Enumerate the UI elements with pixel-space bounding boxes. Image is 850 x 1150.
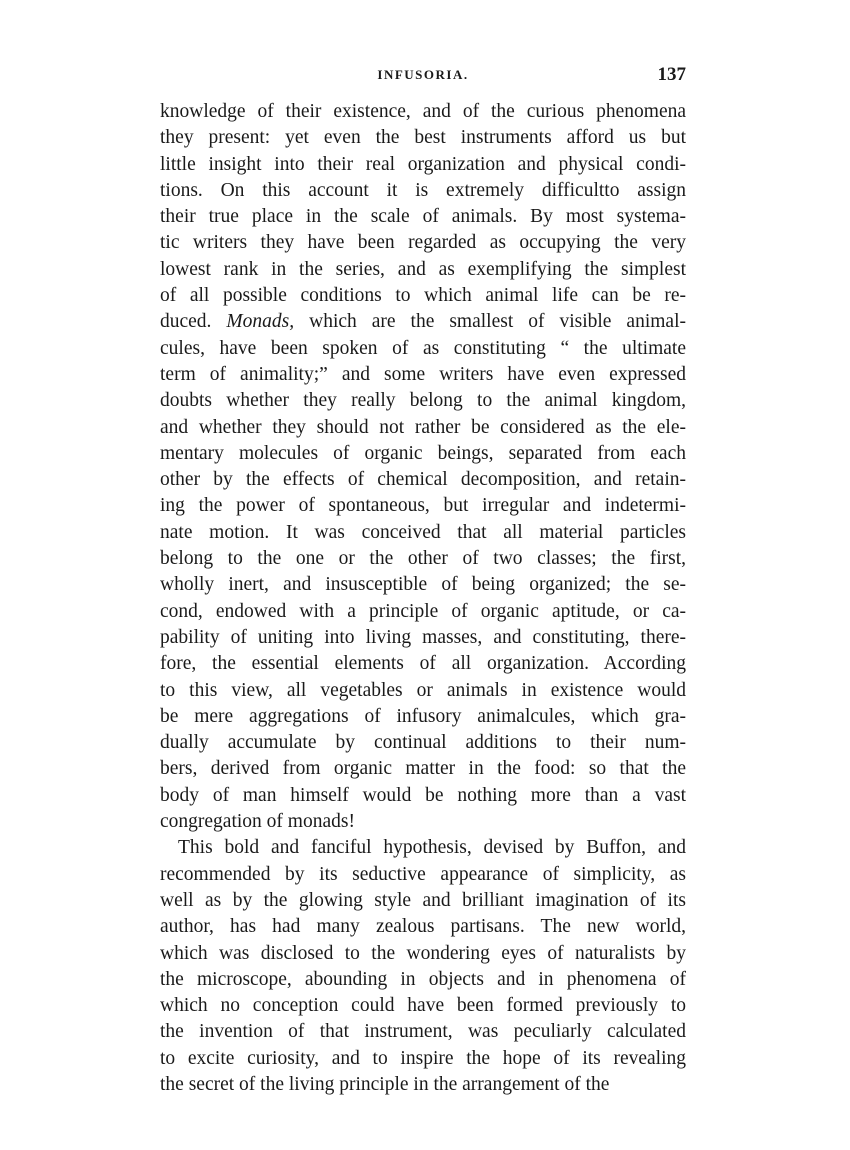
text-line: to this view, all vegetables or animals in existence would (160, 679, 686, 701)
text-line: of all possible conditions to which animal life can be re- (160, 285, 686, 307)
text-line: little insight into their real organization and physical condi- (160, 153, 686, 175)
text-line: This bold and fanciful hypothesis, devised by Buffon, and (178, 837, 686, 859)
text-line: their true place in the scale of animals. By most systema- (160, 206, 686, 228)
text-line: cules, have been spoken of as constituting “ the ultimate (160, 337, 686, 359)
running-head (160, 64, 686, 86)
text-line: congregation of monads! (160, 811, 355, 833)
paragraph (160, 99, 686, 835)
text-line: be mere aggregations of infusory animalcules, which gra- (160, 705, 686, 727)
text-line: ing the power of spontaneous, but irregular and indetermi- (160, 495, 686, 517)
text-line: wholly inert, and insusceptible of being organized; the se- (160, 574, 686, 596)
text-line: other by the effects of chemical decomposition, and retain- (160, 469, 686, 491)
text-line: cond, endowed with a principle of organic aptitude, or ca- (160, 600, 686, 622)
text-line: lowest rank in the series, and as exemplifying the simplest (160, 258, 686, 280)
text-line: the invention of that instrument, was peculiarly calculated (160, 1021, 686, 1043)
text-line: the secret of the living principle in the arrangement of the (160, 1073, 610, 1095)
text-line: which was disclosed to the wondering eyes of naturalists by (160, 942, 686, 964)
text-line: dually accumulate by continual additions to their num- (160, 732, 686, 754)
text-line: duced. Monads, which are the smallest of visible animal- (160, 311, 686, 333)
text-line: well as by the glowing style and brilliant imagination of its (160, 889, 686, 911)
text-line: recommended by its seductive appearance of simplicity, as (160, 863, 686, 885)
text-line: which no conception could have been formed previously to (160, 995, 686, 1017)
text-line: fore, the essential elements of all organization. According (160, 653, 686, 675)
text-line: mentary molecules of organic beings, separated from each (160, 442, 686, 464)
text-line: they present: yet even the best instruments afford us but (160, 127, 686, 149)
running-title: INFUSORIA. (377, 67, 469, 82)
text-line: bers, derived from organic matter in the food: so that the (160, 758, 686, 780)
paragraph (160, 835, 686, 1098)
text-line: tions. On this account it is extremely difficultto assign (160, 179, 686, 201)
page-number: 137 (657, 64, 686, 85)
text-line: belong to the one or the other of two classes; the first, (160, 548, 686, 570)
text-line: term of animality;” and some writers have even expressed (160, 363, 686, 385)
text-line: tic writers they have been regarded as occupying the very (160, 232, 686, 254)
text-line: to excite curiosity, and to inspire the hope of its revealing (160, 1047, 686, 1069)
text-line: pability of uniting into living masses, and constituting, there- (160, 626, 686, 648)
text-line: knowledge of their existence, and of the curious phenomena (160, 101, 686, 122)
text-line: nate motion. It was conceived that all material particles (160, 521, 686, 543)
body-text (160, 99, 686, 1098)
text-line: doubts whether they really belong to the animal kingdom, (160, 390, 686, 412)
text-line: body of man himself would be nothing more than a vast (160, 784, 686, 806)
text-line: author, has had many zealous partisans. The new world, (160, 916, 686, 938)
text-line: the microscope, abounding in objects and in phenomena of (160, 968, 686, 990)
text-line: and whether they should not rather be considered as the ele- (160, 416, 686, 438)
